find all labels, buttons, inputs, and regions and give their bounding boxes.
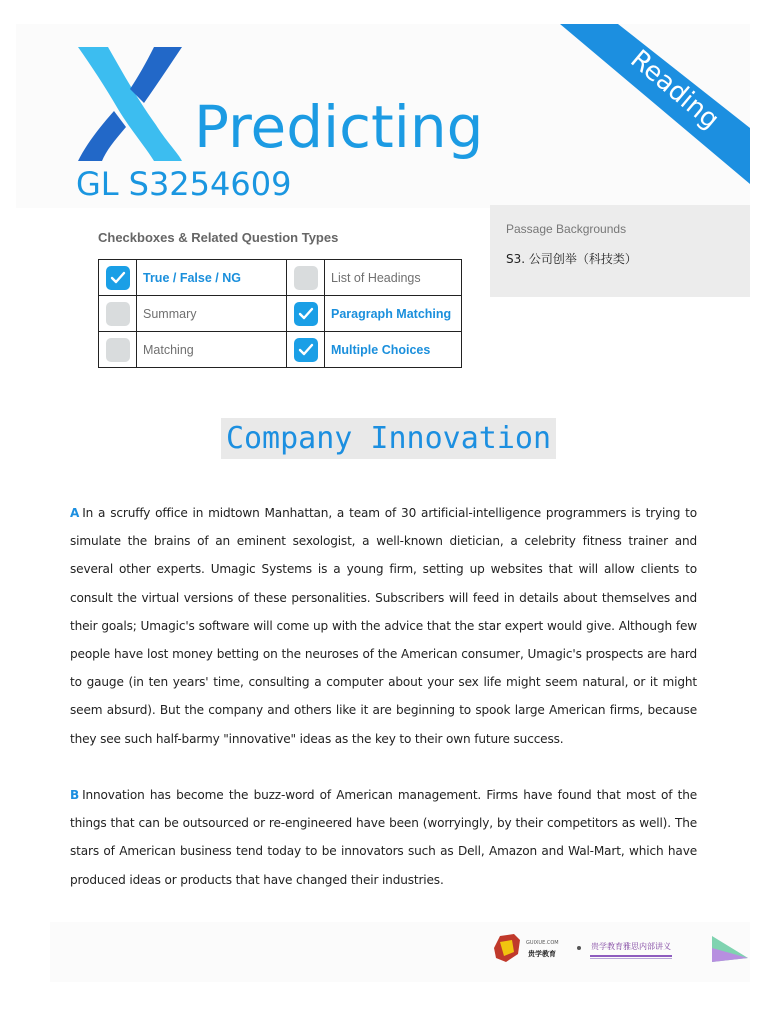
paragraph-letter: B [70, 788, 80, 802]
passage-background-text: S3. 公司创举（科技类） [506, 252, 637, 266]
code-value: S3254609 [128, 165, 292, 203]
paragraph-a [70, 499, 697, 753]
code-prefix: GL [76, 165, 119, 203]
question-type-label: True / False / NG [137, 260, 287, 296]
question-type-row [99, 332, 462, 368]
checked-checkbox-icon[interactable] [294, 338, 318, 362]
checkbox-cell [287, 260, 325, 296]
question-type-row [99, 260, 462, 296]
question-type-row [99, 296, 462, 332]
footer-band [50, 922, 750, 982]
unchecked-checkbox-icon[interactable] [294, 266, 318, 290]
question-type-label: List of Headings [325, 260, 462, 296]
checkbox-cell [99, 296, 137, 332]
x-logo-icon [74, 45, 186, 163]
passage-background-title: Passage Backgrounds [506, 222, 627, 236]
footer-underline [590, 955, 672, 957]
question-type-label: Summary [137, 296, 287, 332]
checkbox-cell [287, 332, 325, 368]
brand-title: Predicting [194, 93, 484, 161]
corner-triangle-icon [710, 934, 750, 964]
reading-ribbon [560, 24, 750, 184]
article-title-box [221, 418, 556, 459]
checkbox-cell [287, 296, 325, 332]
svg-text:贵学教育: 贵学教育 [528, 950, 556, 958]
school-logo-icon [490, 930, 580, 966]
checkbox-cell [99, 332, 137, 368]
checked-checkbox-icon[interactable] [106, 266, 130, 290]
question-types-title: Checkboxes & Related Question Types [98, 230, 339, 245]
ribbon-label: Reading [624, 44, 725, 136]
footer-underline-thin [590, 958, 672, 959]
document-code [76, 164, 291, 204]
unchecked-checkbox-icon[interactable] [106, 338, 130, 362]
article-title: Company Innovation [225, 421, 552, 456]
svg-text:GUIXUE.COM: GUIXUE.COM [526, 940, 559, 946]
footer-dot [577, 946, 581, 950]
question-type-label: Multiple Choices [325, 332, 462, 368]
paragraph-b [70, 781, 697, 894]
question-type-label: Matching [137, 332, 287, 368]
footer-note: 贵学教育雅思内部讲义 [591, 942, 671, 951]
checkbox-cell [99, 260, 137, 296]
checked-checkbox-icon[interactable] [294, 302, 318, 326]
question-types-table [98, 259, 462, 368]
question-type-label: Paragraph Matching [325, 296, 462, 332]
paragraph-text: Innovation has become the buzz-word of American management. Firms have found that most of the things that can be outsourced or re-engineered have been (worryingly, by their competitors as well). The stars of American business tend today to be innovators such as Dell, Amazon and Wal-Mart, which have produced ideas or products that have changed their industries. [70, 788, 697, 887]
unchecked-checkbox-icon[interactable] [106, 302, 130, 326]
paragraph-letter: A [70, 506, 80, 520]
paragraph-text: In a scruffy office in midtown Manhattan, a team of 30 artificial-intelligence programmers is trying to simulate the brains of an eminent sexologist, a well-known dietician, a celebrity fitness trainer and several other experts. Umagic Systems is a young firm, setting up websites that will allow clients to consult the virtual versions of these personalities. Subscribers will feed in details about themselves and their goals; Umagic's software will come up with the advice that the star expert would give. Although few people have lost money betting on the neuroses of the American consumer, Umagic's prospects are hard to gauge (in ten years' time, consulting a computer about your sex life might seem natural, or it might seem absurd). But the company and others like it are beginning to spook large American firms, because they see such half-barmy "innovative" ideas as the key to their own future success. [70, 506, 697, 746]
